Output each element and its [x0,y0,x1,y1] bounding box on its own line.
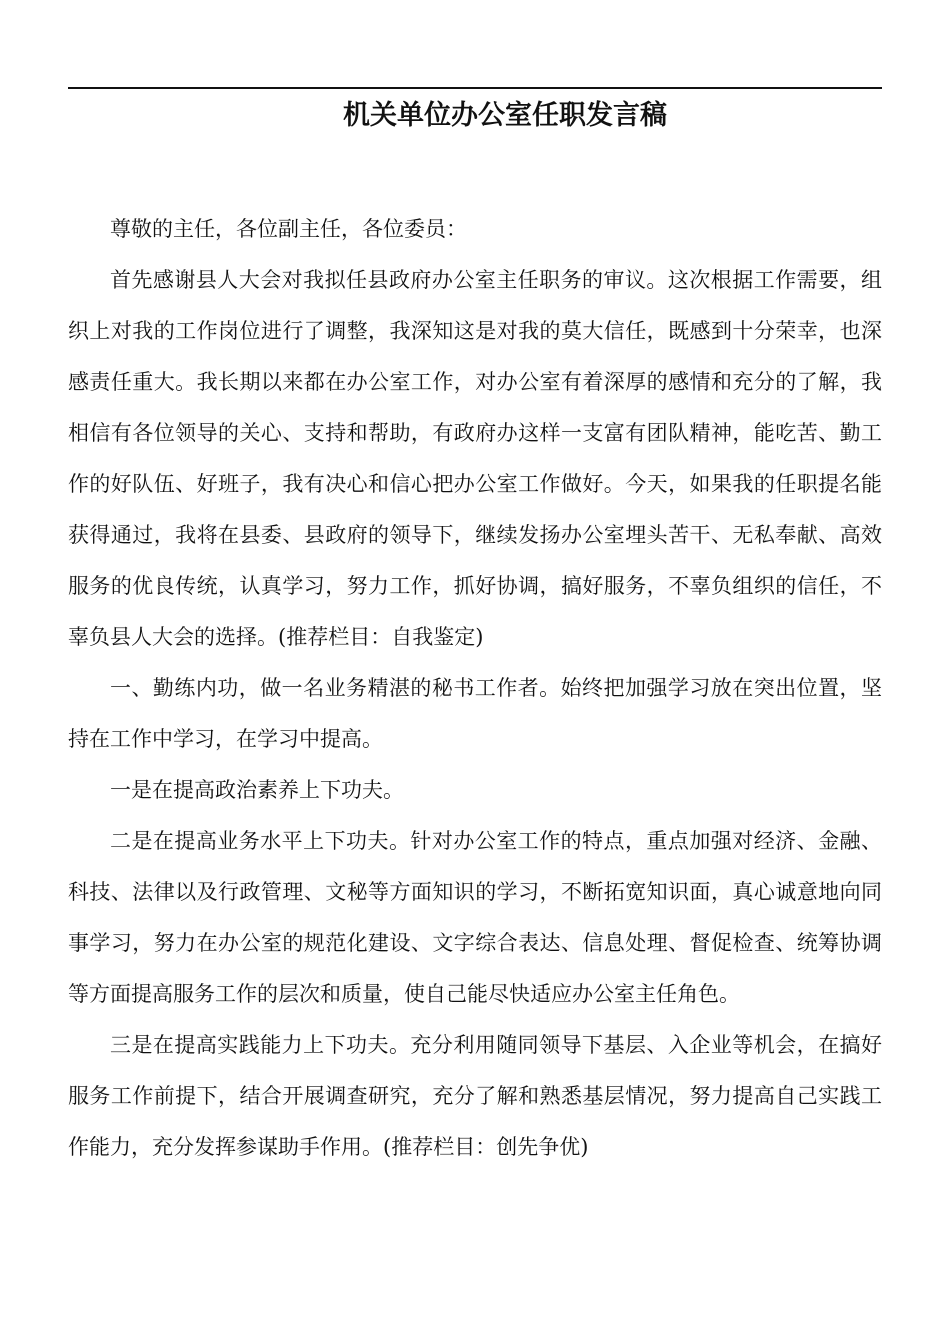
paragraph-opening: 首先感谢县人大会对我拟任县政府办公室主任职务的审议。这次根据工作需要，组织上对我的工作岗位进行了调整，我深知这是对我的莫大信任，既感到十分荣幸，也深感责任重大。我长期以来都在办公室工作，对办公室有着深厚的感情和充分的了解，我相信有各位领导的关心、支持和帮助，有政府办这样一支富有团队精神，能吃苦、勤工作的好队伍、好班子，我有决心和信心把办公室工作做好。今天，如果我的任职提名能获得通过，我将在县委、县政府的领导下，继续发扬办公室埋头苦干、无私奉献、高效服务的优良传统，认真学习，努力工作，抓好协调，搞好服务，不辜负组织的信任，不辜负县人大会的选择。(推荐栏目：自我鉴定) [68,268,882,649]
paragraph-salutation: 尊敬的主任，各位副主任，各位委员： [110,217,467,241]
header-rule [68,87,882,89]
paragraph-political: 一是在提高政治素养上下功夫。 [110,778,404,802]
paragraph-business: 二是在提高业务水平上下功夫。针对办公室工作的特点，重点加强对经济、金融、科技、法律以及行政管理、文秘等方面知识的学习，不断拓宽知识面，真心诚意地向同事学习，努力在办公室的规范化建设、文字综合表达、信息处理、督促检查、统筹协调等方面提高服务工作的层次和质量，使自己能尽快适应办公室主任角色。 [68,829,882,1006]
paragraph-point-one: 一、勤练内功，做一名业务精湛的秘书工作者。始终把加强学习放在突出位置，坚持在工作中学习，在学习中提高。 [68,676,882,751]
paragraph-practice: 三是在提高实践能力上下功夫。充分利用随同领导下基层、入企业等机会，在搞好服务工作前提下，结合开展调查研究，充分了解和熟悉基层情况，努力提高自己实践工作能力，充分发挥参谋助手作用。(推荐栏目：创先争优) [68,1033,882,1159]
document-body [68,204,882,1173]
document-title: 机关单位办公室任职发言稿 [343,100,667,131]
